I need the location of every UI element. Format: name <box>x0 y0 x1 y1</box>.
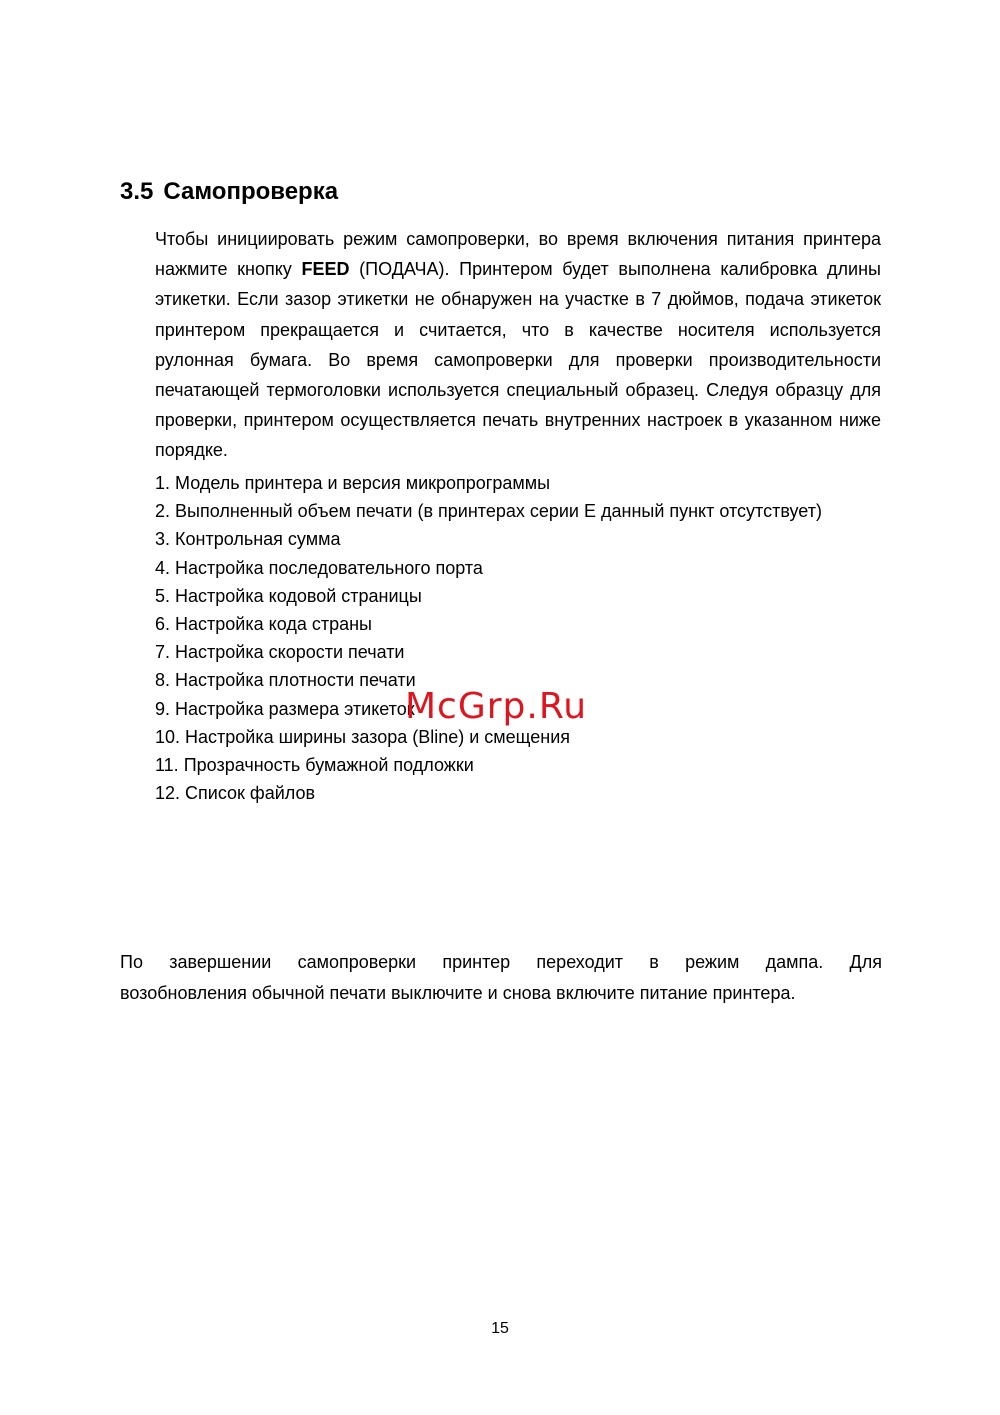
list-item-number: 10. <box>155 726 181 747</box>
list-item-text: Настройка плотности печати <box>175 670 416 691</box>
list-item-number: 3. <box>155 529 171 550</box>
section-title: Самопроверка <box>163 178 339 205</box>
feed-button-name: FEED <box>301 259 350 280</box>
list-item <box>155 640 881 664</box>
list-item-number: 9. <box>155 698 171 719</box>
section-heading <box>120 178 338 206</box>
list-item-text: Настройка ширины зазора (Bline) и смещения <box>185 726 571 747</box>
closing-line-1: По завершении самопроверки принтер переходит в режим дампа. Для <box>120 952 882 972</box>
section-number: 3.5 <box>120 178 154 205</box>
list-item-text: Контрольная сумма <box>175 529 341 550</box>
page-number: 15 <box>491 1320 509 1337</box>
list-item <box>155 753 881 777</box>
list-item-text: Прозрачность бумажной подложки <box>183 754 474 775</box>
list-item <box>155 471 881 495</box>
watermark-logo: McGrp.Ru <box>405 686 588 727</box>
list-item-number: 8. <box>155 670 171 691</box>
list-item-text: Выполненный объем печати (в принтерах серии E данный пункт отсутствует) <box>175 501 822 522</box>
list-item-text: Настройка кода страны <box>175 613 372 634</box>
list-item <box>155 612 881 636</box>
list-item-text: Список файлов <box>185 783 316 804</box>
list-item <box>155 527 881 551</box>
list-item-text: Модель принтера и версия микропрограммы <box>175 473 551 493</box>
list-item-text: Настройка размера этикеток <box>175 698 415 719</box>
list-item-number: 7. <box>155 642 171 663</box>
list-item-number: 6. <box>155 613 171 634</box>
list-item-text: Настройка кодовой страницы <box>175 585 422 606</box>
list-item <box>155 781 881 805</box>
closing-line-2: возобновления обычной печати выключите и снова включите питание принтера. <box>120 983 796 1003</box>
intro-text-part2: (ПОДАЧА). Принтером будет выполнена калибровка длины этикетки. Если зазор этикетки не обнаружен на участке в 7 дюймов, подача этикеток принтером прекращается и считается, что в качестве носителя используется рулонная бумага. Во время самопроверки для проверки производительности печатающей термоголовки используется специальный образец. Следуя образцу для проверки, принтером осуществляется печать внутренних настроек в указанном ниже порядке. <box>155 259 881 461</box>
self-test-items-list <box>155 471 881 809</box>
list-item-number: 11. <box>155 754 179 775</box>
list-item <box>155 556 881 580</box>
list-item-number: 4. <box>155 557 171 578</box>
list-item <box>155 725 881 749</box>
intro-paragraph <box>155 224 881 466</box>
list-item-text: Настройка последовательного порта <box>175 557 483 578</box>
list-item-number: 2. <box>155 501 171 522</box>
intro-text-part1: Чтобы инициировать режим самопроверки, во время включения питания принтера нажмите кнопку <box>155 229 881 280</box>
list-item-number: 12. <box>155 783 181 804</box>
closing-paragraph <box>120 947 882 1009</box>
list-item <box>155 499 881 523</box>
list-item-number: 1. <box>155 473 171 493</box>
list-item-number: 5. <box>155 585 171 606</box>
list-item <box>155 584 881 608</box>
list-item-text: Настройка скорости печати <box>175 642 405 663</box>
